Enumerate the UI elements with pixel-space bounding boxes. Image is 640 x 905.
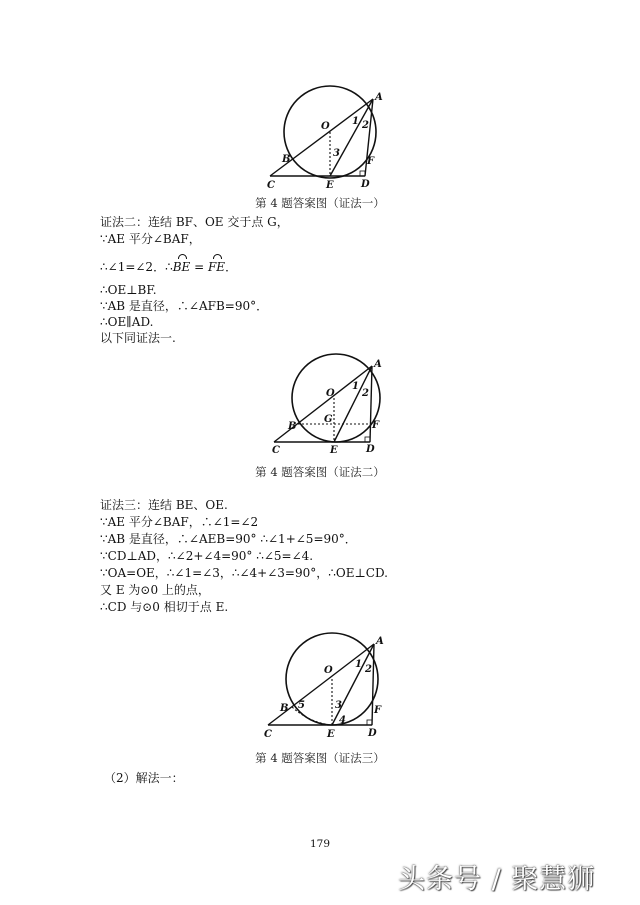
period: ． (225, 260, 238, 274)
arc-fe: FE (207, 260, 226, 274)
label-o: O (324, 665, 333, 676)
angle-label-2: 2 (365, 664, 372, 675)
proof2-line-3-prefix: ∴∠1=∠2．∴ (100, 260, 173, 274)
line-ae (332, 644, 374, 725)
label-d: D (368, 728, 377, 739)
label-o: O (321, 121, 330, 132)
figure-proof-1 (258, 82, 388, 192)
figure-proof-2 (262, 352, 392, 457)
label-f: F (367, 156, 375, 167)
proof3-line-7: ∴CD 与⊙0 相切于点 E. (100, 600, 229, 614)
angle-label-3: 3 (333, 148, 340, 159)
proof2-line-7: 以下同证法一. (100, 331, 176, 345)
label-a: A (375, 92, 383, 103)
label-f: F (372, 420, 380, 431)
label-o: O (326, 388, 335, 399)
angle-label-4: 4 (339, 715, 346, 726)
proof2-line-3 (100, 259, 237, 275)
proof3-line-2: ∵AE 平分∠BAF，∴∠1=∠2 (100, 515, 259, 529)
equals-sign: = (190, 260, 208, 274)
figure-proof-3 (258, 630, 388, 745)
label-c: C (267, 180, 275, 191)
proof2-line-4: ∴OE⊥BF. (100, 283, 157, 297)
proof3-line-3: ∵AB 是直径，∴∠AEB=90° ∴∠1+∠5=90°． (100, 532, 357, 546)
figure-caption-2: 第 4 题答案图（证法二） (255, 465, 385, 479)
proof2-line-5: ∵AB 是直径，∴∠AFB=90°． (100, 299, 269, 313)
proof3-line-6: 又 E 为⊙0 上的点， (100, 583, 210, 597)
proof3-line-4: ∵CD⊥AD，∴∠2+∠4=90° ∴∠5=∠4. (100, 549, 314, 563)
right-angle-mark (360, 171, 365, 176)
label-d: D (361, 179, 370, 190)
angle-label-1: 1 (352, 381, 359, 392)
right-angle-mark (367, 720, 372, 725)
angle-label-1: 1 (352, 116, 359, 127)
arc-be: BE (172, 260, 191, 274)
angle-label-2: 2 (362, 388, 369, 399)
geometry-diagram-1 (258, 82, 388, 192)
watermark: 头条号 / 聚慧狮 (398, 864, 596, 895)
label-a: A (374, 359, 382, 370)
geometry-diagram-3 (258, 630, 388, 745)
angle-label-3: 3 (335, 700, 342, 711)
proof2-line-2: ∵AE 平分∠BAF， (100, 232, 201, 246)
page-number: 179 (309, 838, 331, 850)
label-e: E (327, 729, 335, 740)
proof3-line-1: 证法三：连结 BE、OE. (100, 498, 228, 512)
figure-caption-3: 第 4 题答案图（证法三） (255, 751, 385, 765)
label-b: B (288, 421, 297, 432)
angle-label-1: 1 (355, 659, 362, 670)
geometry-diagram-2 (262, 352, 392, 457)
proof3-line-5: ∵OA=OE，∴∠1=∠3，∴∠4+∠3=90°，∴OE⊥CD. (100, 566, 388, 580)
label-b: B (280, 703, 289, 714)
proof2-line-1: 证法二：连结 BF、OE 交于点 G， (100, 215, 289, 229)
right-angle-mark (365, 437, 370, 442)
label-f: F (374, 705, 382, 716)
figure-caption-1: 第 4 题答案图（证法一） (255, 196, 385, 210)
label-a: A (376, 636, 384, 647)
label-e: E (330, 445, 338, 456)
label-e: E (326, 180, 334, 191)
label-b: B (282, 154, 291, 165)
label-g: G (324, 414, 333, 425)
label-c: C (264, 729, 272, 740)
proof2-line-6: ∴OE∥AD. (100, 315, 154, 329)
label-d: D (366, 444, 375, 455)
angle-label-2: 2 (362, 120, 369, 131)
angle-label-5: 5 (298, 700, 305, 711)
part2-heading: （2）解法一： (104, 771, 184, 785)
label-c: C (272, 445, 280, 456)
